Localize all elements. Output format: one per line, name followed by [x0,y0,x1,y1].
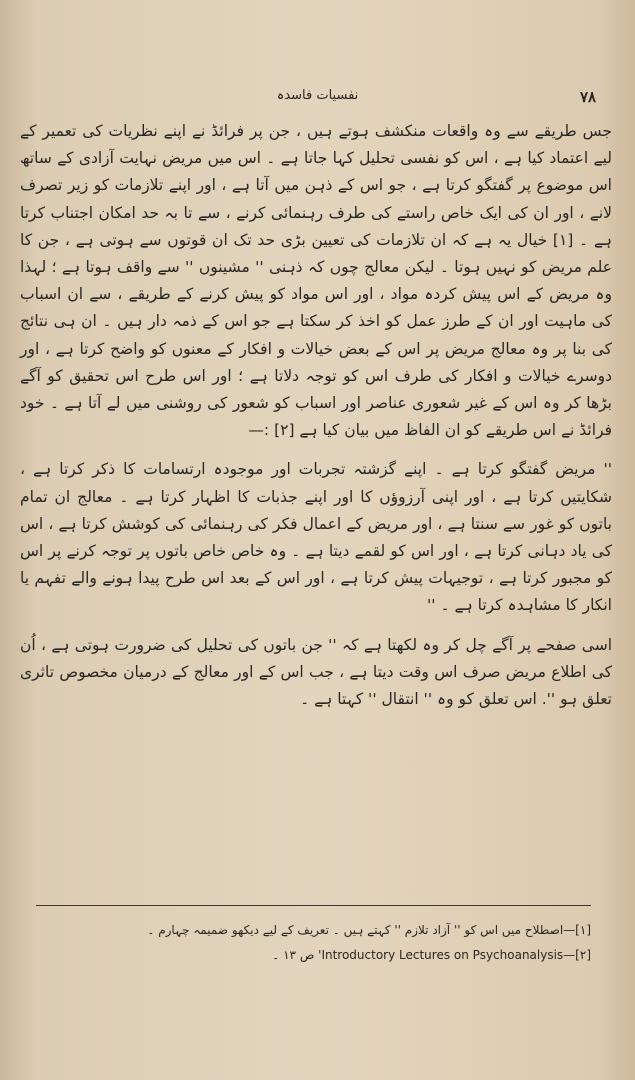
page-header [40,88,595,114]
footnote-1: [۱]—اصطلاح میں اس کو '' آزاد تلازم '' کہتے ہیں ۔ تعریف کے لیے دیکھو ضمیمہ چہارم ۔ [147,923,591,937]
paragraph-2: اسی صفحے پر آگے چل کر وہ لکھتا ہے کہ '' جن باتوں کی تحلیل کی ضرورت ہوتی ہے ، اُن کی اطلاع مریض صرف اس وقت دیتا ہے ، جب اس کے اور معالج کے درمیان مخصوص تاثری تعلق ہو ''. اس تعلق کو وہ '' انتقال '' کہتا ہے ۔ [20,635,612,709]
footnotes [36,918,591,968]
paragraph-1: جس طریقے سے وہ واقعات منکشف ہوتے ہیں ، جن پر فرائڈ نے اپنے نظریات کی تعمیر کے لیے اعتماد کیا ہے ، اس کو نفسی تحلیل کہا جاتا ہے ۔ اس میں مریض نہایت آزادی کے ساتھ اس موضوع پر گفتگو کرتا ہے ، جو اس کے ذہن میں آتا ہے ، اور اپنے تلازمات کو زیر تصرف لانے ، اور ان کی ایک خاص راستے کی طرف رہنمائی کرنے ، سے تا بہ حد امکان اجتناب کرتا ہے ۔ [۱] خیال یہ ہے کہ ان تلازمات کی تعیین بڑی حد تک ان قوتوں سے ہوتی ہے ، جن کا علم مریض کو نہیں ہوتا ۔ لیکن معالج چوں کہ ذہنی '' مشینوں '' سے واقف ہوتا ہے ؛ لہذا وہ مریض کے اس پیش کردہ مواد ، اور اس مواد کو پیش کرنے کے طریقے ، سے ان اسباب کی ماہیت اور ان کے طرز عمل کو اخذ کر سکتا ہے جو اس کے ذمہ دار ہیں ۔ ان ہی نتائج کی بنا پر وہ معالج مریض پر اس کے بعض خیالات و افکار کے معنوں کو واضح کرتا ہے ، اور دوسرے خیالات و افکار کی طرف اس کو توجہ دلاتا ہے ؛ اور اس طرح اس تحقیق کو آگے بڑھا کر وہ اس کے غیر شعوری عناصر اور اسباب کو شعور کی روشنی میں لے آتا ہے ۔ خود فرائڈ نے اس طریقے کو ان الفاظ میں بیان کیا ہے [۲] :— [20,122,612,440]
running-head: نفسیات فاسدہ [276,88,359,103]
body-text [20,118,612,713]
footnote-2: [۲]—Introductory Lectures on Psychoanalysis' ص ۱۳ ۔ [272,948,591,962]
page-number: ۷۸ [580,88,597,106]
block-quote: '' مریض گفتگو کرتا ہے ۔ اپنے گزشتہ تجربات اور موجودہ ارتسامات کا ذکر کرتا ہے ، شکایتیں کرتا ہے ، اور اپنی آرزوؤں کا اور اپنے جذبات کا اظہار کرتا ہے ۔ معالج ان تمام باتوں کو غور سے سنتا ہے ، اور مریض کے اعمال فکر کی رہنمائی کی کوشش کرتا ہے ، اس کی یاد دہانی کرتا ہے ، اور اس کو لقمے دیتا ہے ۔ وہ خاص خاص باتوں پر توجہ کرنے پر اس کو مجبور کرتا ہے ، توجیہات پیش کرتا ہے ، اور اس کے بعد اس طرح پیدا ہونے والے تفہم یا انکار کا مشاہدہ کرتا ہے ۔ '' [20,460,612,615]
footnote-divider [36,905,591,906]
